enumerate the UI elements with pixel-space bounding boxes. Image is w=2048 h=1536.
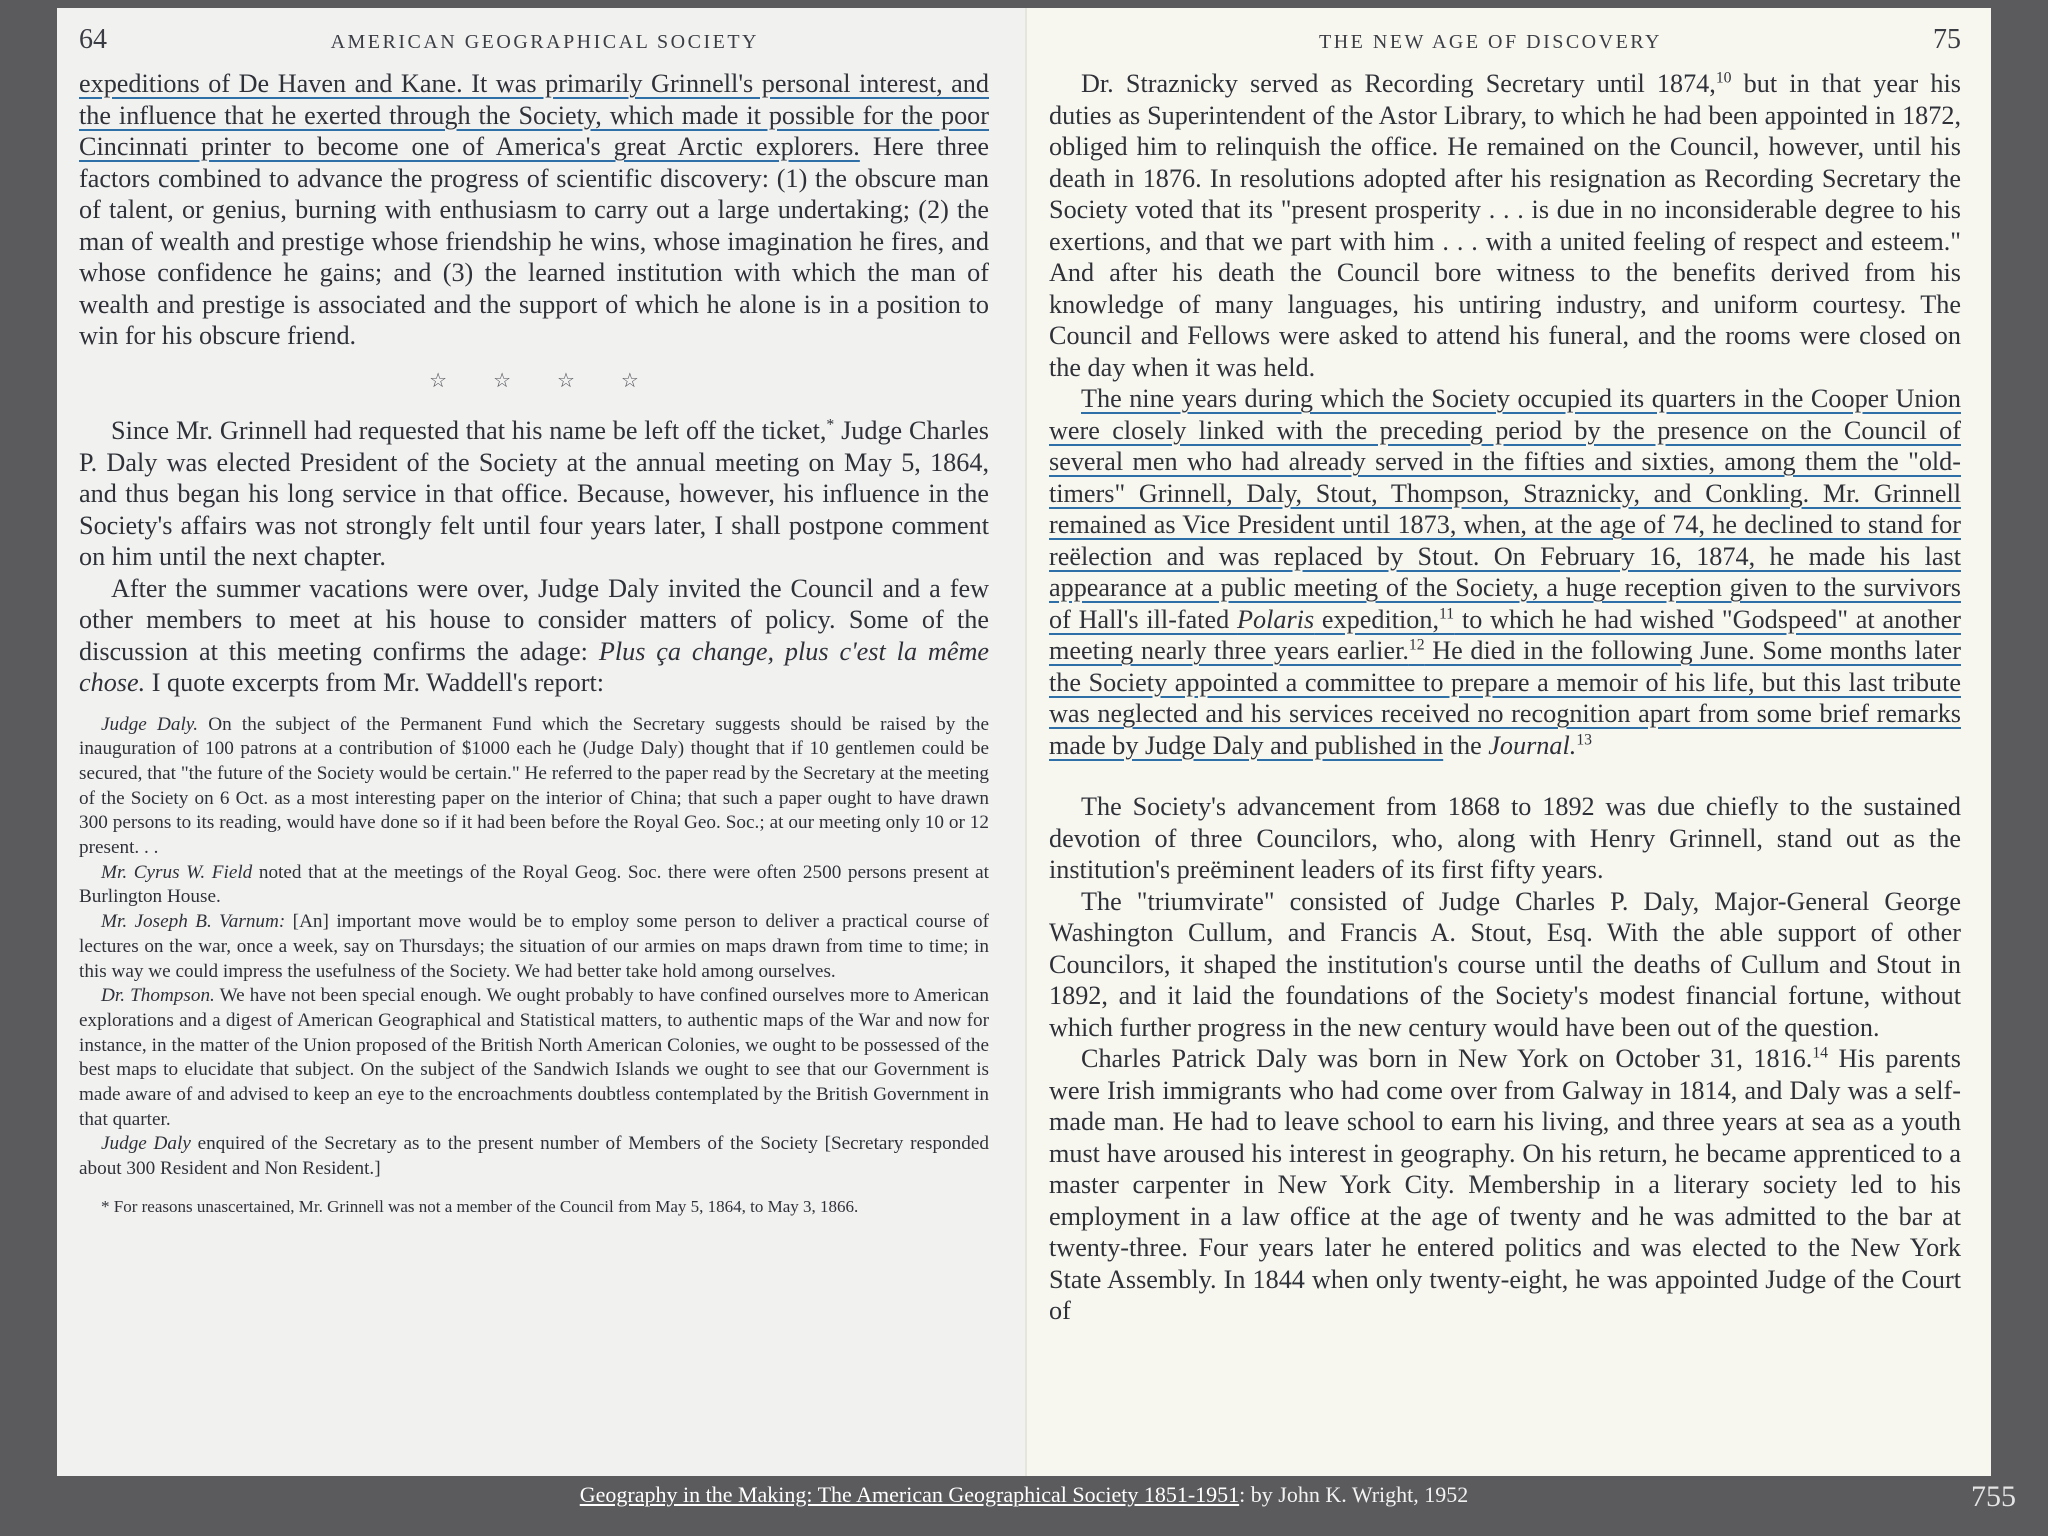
paragraph-text: Charles Patrick Daly was born in New York on October 31, 1816.: [1081, 1044, 1813, 1073]
speaker-name: Judge Daly: [101, 1133, 191, 1155]
paragraph-text: Dr. Straznicky served as Recording Secretary until 1874,: [1081, 69, 1716, 98]
french-adage: Plus ça change, plus c'est la même chose.: [79, 636, 989, 697]
paragraph-text: His parents were Irish immigrants who had come over from Galway in 1814, and Daly was a self-made man. He had to leave school to earn his living, and three years at sea as a youth must have aroused his interest in geography. On his return, he became apprenticed to a master carpenter in New York City. Membership in a literary society led to his employment in a law office at the age of twenty and he was admitted to the bar at twenty-three. Four years later he entered politics and was elected to the New York State Assembly. In 1844 when only twenty-eight, he was appointed Judge of the Court of: [1049, 1044, 1961, 1325]
left-page-number: 64: [79, 24, 107, 55]
report-text: [An] important move would be to employ some person to deliver a practical course of lectures on the war, once a week, say on Thursdays; the situation of our armies on maps drawn from time to time; in this way we could impress the usefulness of the Society. We had better take hold among ourselves.: [79, 911, 989, 982]
left-paragraph-3: [79, 573, 989, 699]
report-entry: [79, 1132, 989, 1181]
ship-name: Polaris: [1237, 604, 1315, 634]
left-paragraph-2: [79, 415, 989, 573]
left-body-text: [79, 68, 989, 699]
right-paragraph-1: [1049, 68, 1961, 383]
right-paragraph-3: The Society's advancement from 1868 to 1892 was due chiefly to the sustained devotion of three Councilors, who, along with Henry Grinnell, stand out as the institution's preëminent leaders of its first fifty years.: [1049, 792, 1961, 884]
footnote-ref: 10: [1715, 69, 1732, 87]
report-entry: [79, 984, 989, 1132]
highlighted-passage: [1049, 384, 1961, 760]
left-book-page: [57, 8, 1025, 1476]
speaker-name: Mr. Cyrus W. Field: [101, 861, 253, 883]
report-text: noted that at the meetings of the Royal Geog. Soc. there were often 2500 persons present at Burlington House.: [79, 861, 989, 908]
right-page-header: [1049, 24, 1961, 68]
paragraph-text: Here three factors combined to advance the progress of scientific discovery: (1) the obscure man of talent, or genius, burning with enthusiasm to carry out a large undertaking; (2) the man of wealth and prestige whose friendship he wins, whose imagination he fires, and whose confidence he gains; and (3) the learned institution with which the man of wealth and prestige is associated and the support of which he alone is in a position to win for his obscure friend.: [79, 132, 989, 350]
left-page-header: [79, 24, 989, 68]
report-entry: [79, 861, 989, 910]
paragraph-text: the: [1443, 730, 1489, 760]
paragraph-text: expedition,: [1314, 604, 1440, 634]
right-body-text: [1049, 68, 1961, 1327]
paragraph-text: Since Mr. Grinnell had requested that his name be left off the ticket,: [111, 416, 827, 445]
book-title-link[interactable]: Geography in the Making: The American Geographical Society 1851-1951: [579, 1482, 1240, 1507]
paragraph-text: but in that year his duties as Superintendent of the Astor Library, to which he had been appointed in 1872, obliged him to relinquish the office. He remained on the Council, however, until his death in 1876. In resolutions adopted after his resignation as Recording Secretary the Society voted that its "present prosperity . . . is due in no inconsiderable degree to his exertions, and that we part with him . . . with a united feeling of respect and esteem." And after his death the Council bore witness to the benefits derived from his knowledge of many languages, his untiring industry, and uniform courtesy. The Council and Fellows were asked to attend his funeral, and the rooms were closed on the day when it was held.: [1049, 69, 1961, 382]
slide-caption: [0, 1482, 2048, 1508]
right-paragraph-4: The "triumvirate" consisted of Judge Charles P. Daly, Major-General George Washington Cullum, and Francis A. Stout, Esq. With the able support of other Councilors, it shaped the institution's course until the deaths of Cullum and Stout in 1892, and it laid the foundations of the Society's modest financial fortune, without which further progress in the new century would have been out of the question.: [1049, 886, 1961, 1042]
paragraph-text: After the summer vacations were over, Judge Daly invited the Council and a few other members to meet at his house to consider matters of policy. Some of the discussion at this meeting confirms the adage:: [79, 573, 989, 666]
left-paragraph-1: [79, 68, 989, 352]
report-text: On the subject of the Permanent Fund which the Secretary suggests should be raised by the inauguration of 100 patrons at a contribution of $1000 each he (Judge Daly) thought that if 10 gentlemen could be secured, that "the future of the Society would be certain." He referred to the paper read by the Secretary at the meeting of the Society on 6 Oct. as a most interesting paper on the interior of China; that such a paper ought to have drawn 300 persons to its reading, would have done so if it had been before the Royal Geo. Soc.; at our meeting only 10 or 12 present. . .: [79, 713, 989, 859]
speaker-name: Dr. Thompson.: [101, 985, 215, 1007]
right-paragraph-5: [1049, 1043, 1961, 1327]
section-break-stars: ☆☆☆☆: [429, 369, 685, 392]
highlighted-passage: expeditions of De Haven and Kane. It was primarily Grinnell's personal interest, and the influence that he exerted through the Society, which made it possible for the poor Cincinnati printer to become one of America's great Arctic explorers.: [79, 69, 989, 161]
left-footnote: * For reasons unascertained, Mr. Grinnell was not a member of the Council from May 5, 1864, to May 3, 1866.: [101, 1196, 859, 1216]
report-entry: [79, 713, 989, 861]
speaker-name: Mr. Joseph B. Varnum:: [101, 911, 286, 933]
paragraph-text: The nine years during which the Society occupied its quarters in the Cooper Union were closely linked with the preceding period by the presence on the Council of several men who had already served in the fifties and sixties, among them the "old-timers" Grinnell, Daly, Stout, Thompson, Straznicky, and Conkling. Mr. Grinnell remained as Vice President until 1873, when, at the age of 74, he declined to stand for reëlection and was replaced by Stout. On February 16, 1874, he made his last appearance at a public meeting of the Society, a huge reception given to the survivors of Hall's ill-fated: [1049, 384, 1961, 634]
report-text: enquired of the Secretary as to the present number of Members of the Society [Secretary responded about 300 Resident and Non Resident.]: [79, 1133, 989, 1180]
right-book-page: [1025, 8, 1991, 1476]
journal-title: Journal.: [1488, 730, 1577, 760]
footnote-ref: 13: [1576, 730, 1593, 748]
speaker-name: Judge Daly.: [101, 713, 199, 735]
right-paragraph-2: [1049, 383, 1961, 761]
right-page-number: 75: [1933, 24, 1961, 55]
footnote-ref: 11: [1439, 604, 1455, 622]
slide-number: 755: [1971, 1480, 2016, 1513]
footnote-ref: 14: [1812, 1044, 1829, 1062]
right-running-head: THE NEW AGE OF DISCOVERY: [1319, 31, 1662, 53]
footnote-mark: *: [826, 416, 835, 434]
footnote-ref: 12: [1408, 636, 1425, 654]
paragraph-text: I quote excerpts from Mr. Waddell's report:: [145, 668, 605, 697]
paragraph-text: He died in the following June. Some months later the Society appointed a committee to prepare a memoir of his life, but this last tribute was neglected and his services received no recognition apart from some brief remarks made by Judge Daly and published in: [1049, 636, 1961, 760]
report-entry: [79, 910, 989, 984]
paragraph-text: to which he had wished "Godspeed" at another meeting nearly three years earlier.: [1049, 604, 1961, 665]
paragraph-text: Judge Charles P. Daly was elected President of the Society at the annual meeting on May 5, 1864, and thus began his long service in that office. Because, however, his influence in the Society's affairs was not strongly felt until four years later, I shall postpone comment on him until the next chapter.: [79, 416, 989, 571]
caption-author: : by John K. Wright, 1952: [1239, 1482, 1469, 1507]
report-text: We have not been special enough. We ought probably to have confined ourselves more to American explorations and a digest of American Geographical and Statistical matters, to authentic maps of the War and now for instance, in the matter of the Union proposed of the British North American Colonies, we ought to be possessed of the best maps to elucidate that subject. On the subject of the Sandwich Islands we ought to see that our Government is made aware of and advised to keep an eye to the encroachments doubtless contemplated by the British Government in that quarter.: [79, 985, 989, 1130]
left-running-head: AMERICAN GEOGRAPHICAL SOCIETY: [330, 31, 759, 53]
waddell-report-excerpt: [79, 713, 989, 1182]
